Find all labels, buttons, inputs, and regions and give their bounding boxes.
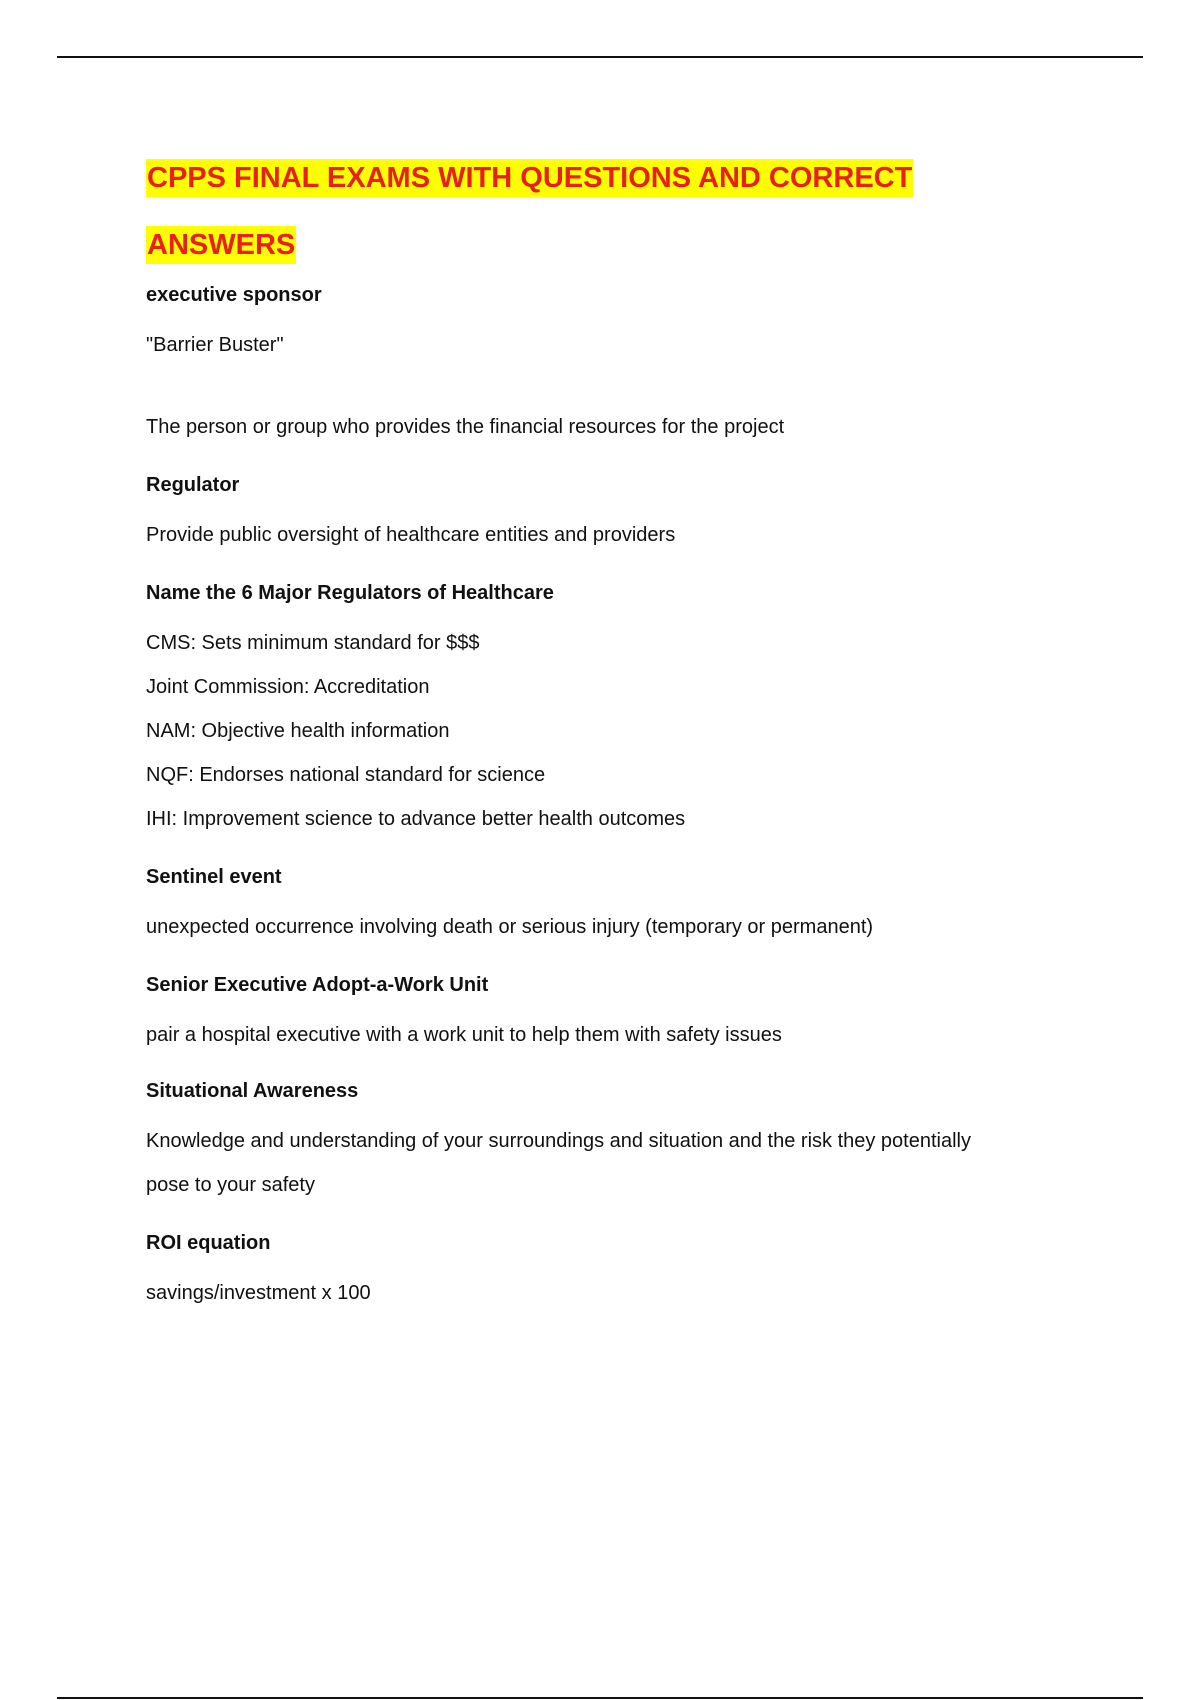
- term-situational-awareness: Situational Awareness: [146, 1080, 359, 1102]
- term-major-regulators: Name the 6 Major Regulators of Healthcare: [146, 582, 554, 604]
- definition-block: [146, 1119, 1106, 1207]
- title-line-1: CPPS FINAL EXAMS WITH QUESTIONS AND CORRECT: [146, 145, 1106, 212]
- term-roi-equation: ROI equation: [146, 1232, 271, 1254]
- list-item: NAM: Objective health information: [146, 720, 450, 742]
- title-line-2: ANSWERS: [146, 212, 1106, 279]
- list-item: IHI: Improvement science to advance better health outcomes: [146, 808, 686, 830]
- definition-line: pair a hospital executive with a work unit to help them with safety issues: [146, 1024, 782, 1046]
- top-rule: [57, 56, 1143, 58]
- definition-line: unexpected occurrence involving death or serious injury (temporary or permanent): [146, 916, 874, 938]
- definition-line: pose to your safety: [146, 1174, 315, 1196]
- term-sentinel-event: Sentinel event: [146, 866, 282, 888]
- definition-line: savings/investment x 100: [146, 1282, 371, 1304]
- term-adopt-a-work-unit: Senior Executive Adopt-a-Work Unit: [146, 974, 489, 996]
- document-body: [146, 145, 1106, 1315]
- bottom-rule: [57, 1697, 1143, 1699]
- term-executive-sponsor: executive sponsor: [146, 284, 322, 306]
- definition-line: Knowledge and understanding of your surroundings and situation and the risk they potentially: [146, 1130, 971, 1152]
- definition-line: The person or group who provides the financial resources for the project: [146, 416, 785, 438]
- list-item: Joint Commission: Accreditation: [146, 676, 430, 698]
- regulators-list: [146, 621, 1106, 841]
- definition-line: "Barrier Buster": [146, 334, 284, 356]
- list-item: NQF: Endorses national standard for science: [146, 764, 546, 786]
- document-title: [146, 145, 1106, 279]
- list-item: CMS: Sets minimum standard for $$$: [146, 632, 480, 654]
- definition-line: Provide public oversight of healthcare entities and providers: [146, 524, 676, 546]
- term-regulator: Regulator: [146, 474, 240, 496]
